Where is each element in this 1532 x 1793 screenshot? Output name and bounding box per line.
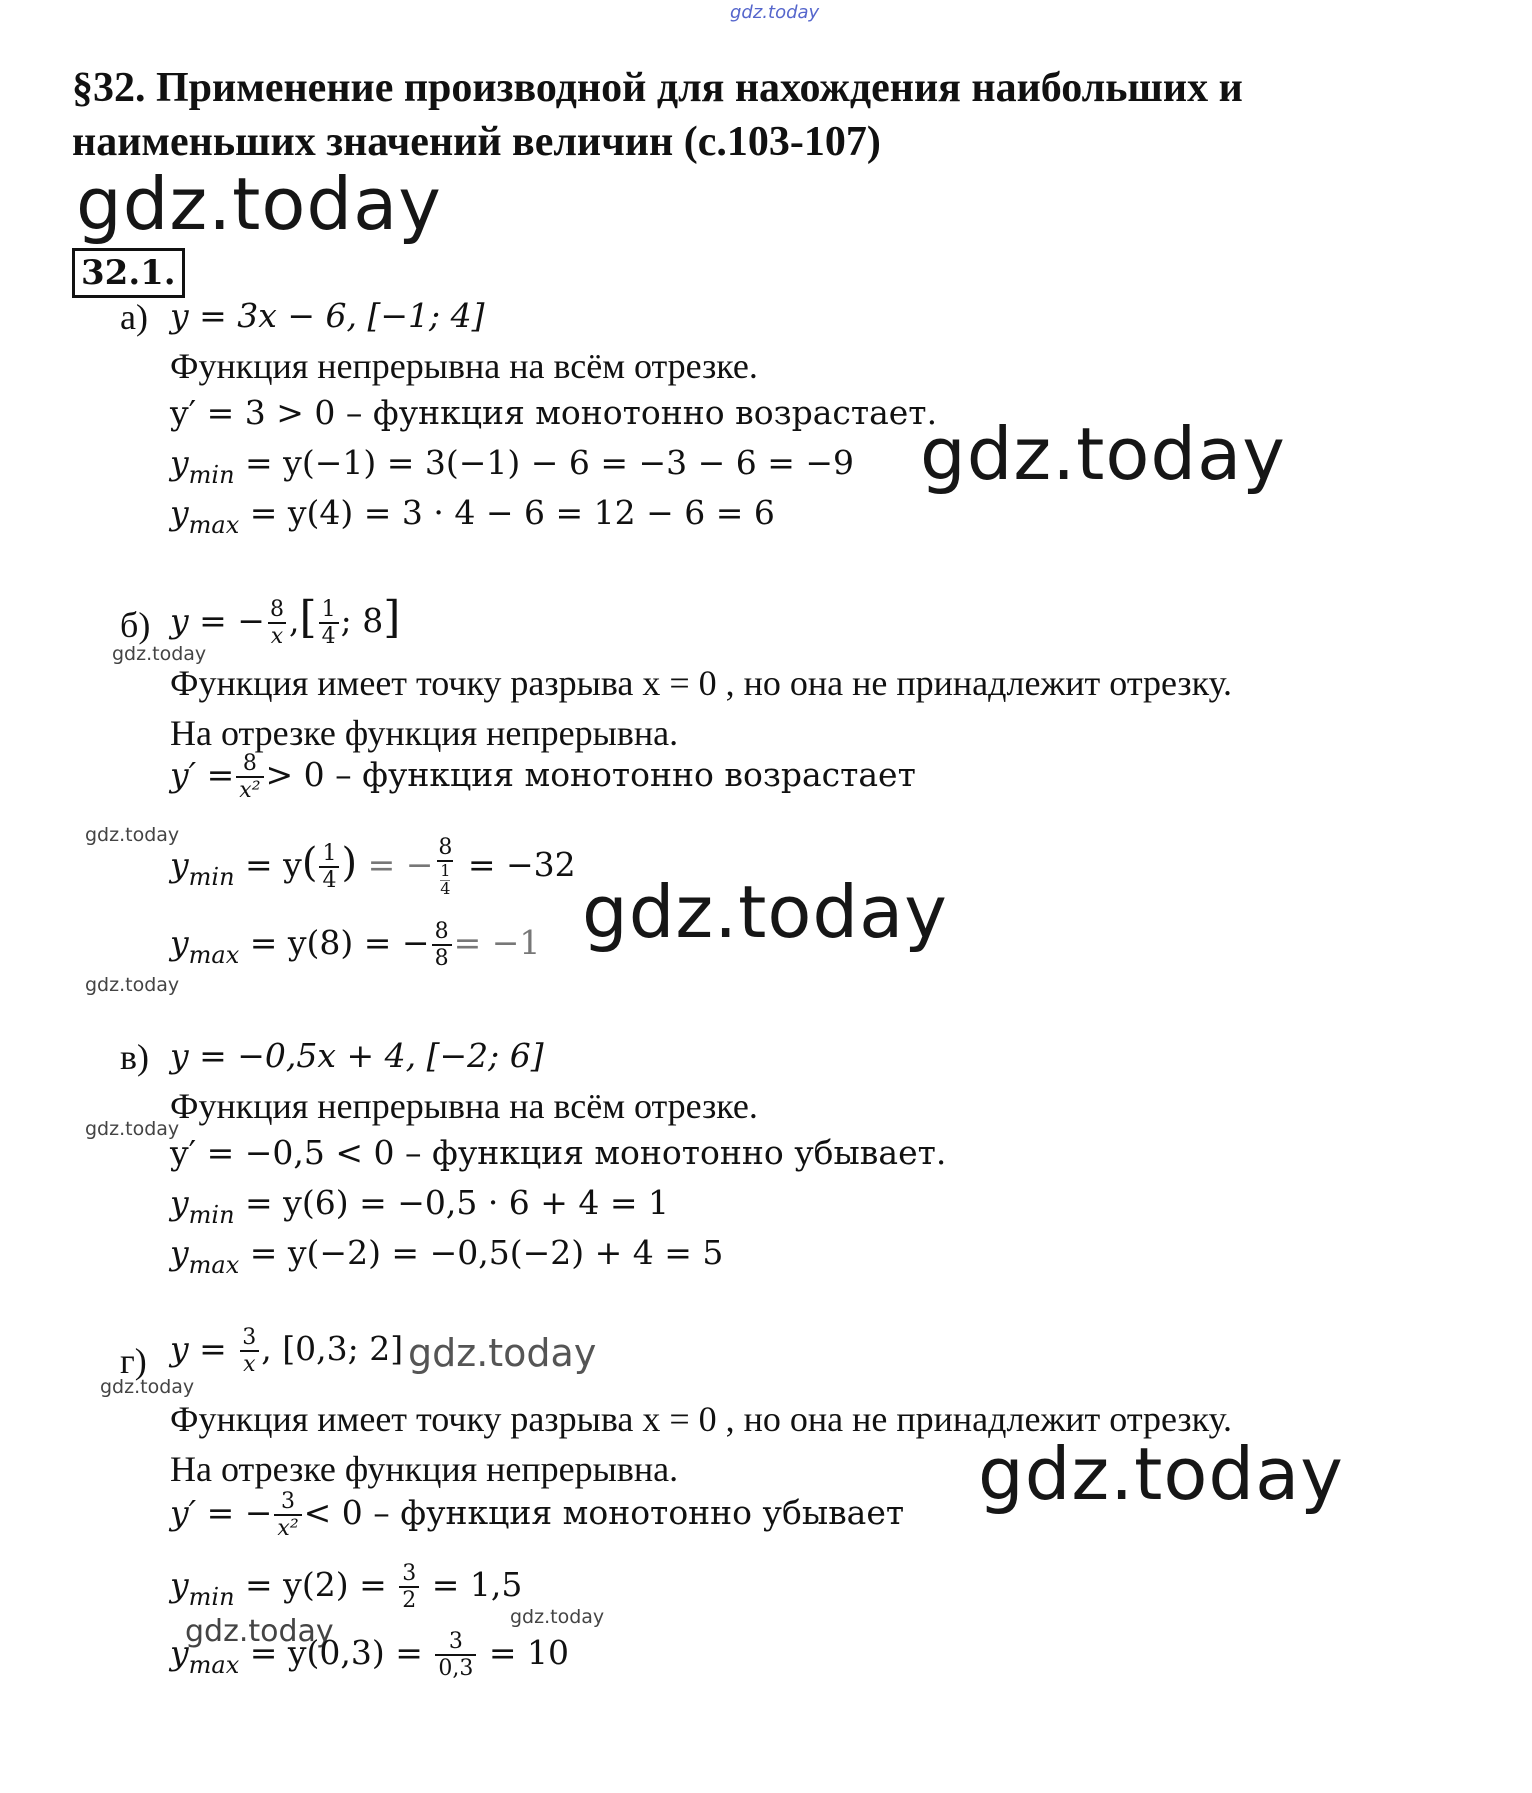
part-b-ymax: $y_{max} = y(8)$ = − $\frac{8}{8}$ = −1: [170, 919, 541, 972]
part-v-continuity: Функция непрерывна на всём отрезке.: [170, 1086, 758, 1126]
part-g-letter: г): [120, 1341, 147, 1381]
watermark-small: gdz.today: [100, 1376, 195, 1398]
part-b-letter: б): [120, 605, 151, 645]
part-v-derivative: y′ = −0,5 < 0 – функция монотонно убывает.: [170, 1133, 947, 1172]
part-b-discontinuity: Функция имеет точку разрыва x = 0 , но она не принадлежит отрезку.: [170, 663, 1232, 703]
part-v-letter: в): [120, 1037, 149, 1077]
watermark-small: gdz.today: [510, 1606, 605, 1628]
part-g-derivative: y′ = − $\frac{3}{\text{x²}}$ < 0 – функция монотонно убывает: [170, 1489, 905, 1542]
watermark-large: gdz.today: [920, 412, 1286, 496]
watermark-small: gdz.today: [85, 824, 180, 846]
watermark-small: gdz.today: [85, 974, 180, 996]
part-a-letter: а): [120, 297, 148, 337]
watermark-large: gdz.today: [582, 870, 948, 954]
part-b-ymin: $y_{min} = y$( $\frac{1}{4}$ ) = − 8 1 4 = −32: [170, 835, 576, 898]
section-title-line2: наименьших значений величин (с.103-107): [72, 119, 881, 165]
part-v-ymin: $y_{min} = y(6) = -0,5 \cdot 6 + 4 = 1$: [170, 1183, 670, 1229]
part-a-ymax: $y_{max} = y(4) = 3 \cdot 4 - 6 = 12 - 6 = 6$: [170, 493, 775, 539]
part-v-ymax: $y_{max} = y(-2) = -0,5(-2) + 4 = 5$: [170, 1233, 724, 1279]
watermark-top: gdz.today: [730, 2, 820, 23]
part-b-continuity: На отрезке функция непрерывна.: [170, 713, 679, 753]
watermark-large: gdz.today: [978, 1432, 1344, 1516]
watermark-large: gdz.today: [76, 162, 442, 246]
part-g-continuity: На отрезке функция непрерывна.: [170, 1449, 679, 1489]
watermark-small: gdz.today: [185, 1614, 334, 1649]
part-a-derivative: y′ = 3 > 0 – функция монотонно возрастает.: [170, 393, 938, 432]
part-b-derivative: y′ = $\frac{8}{\text{x²}}$ > 0 – функция монотонно возрастает: [170, 751, 916, 804]
section-title-line1: §32. Применение производной для нахождения наибольших и: [72, 65, 1243, 111]
part-g-ymin: $y_{min} = y(2)$ = $\frac{3}{2}$ = 1,5: [170, 1561, 523, 1614]
part-a-continuity: Функция непрерывна на всём отрезке.: [170, 346, 758, 386]
watermark-small: gdz.today: [85, 1118, 180, 1140]
part-a-function: y = 3x − 6, [−1; 4]: [170, 296, 485, 335]
part-v-function: y = −0,5x + 4, [−2; 6]: [170, 1036, 544, 1075]
part-g-ymax: $y_{max} = y(0,3)$ = $\frac{3}{0,3}$ = 10: [170, 1629, 570, 1682]
part-b-function: y = − $\frac{8}{x}$ ,[ $\frac{1}{4}$ ; 8]: [170, 592, 401, 649]
watermark-medium: gdz.today: [408, 1331, 597, 1375]
part-g-discontinuity: Функция имеет точку разрыва x = 0 , но она не принадлежит отрезку.: [170, 1399, 1232, 1439]
part-a-ymin: $y_{min} = y(-1) = 3(-1) - 6 = -3 - 6 = -9$: [170, 443, 855, 489]
watermark-small: gdz.today: [112, 643, 207, 665]
part-g-function: y = $\frac{3}{x}$ , [0,3; 2]: [170, 1325, 404, 1378]
exercise-number-box: 32.1.: [72, 248, 185, 298]
